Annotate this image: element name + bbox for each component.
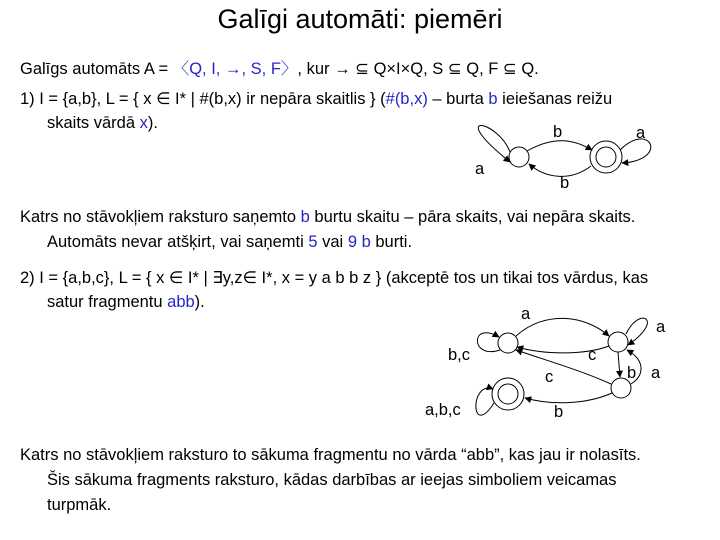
- state-odd-outer: [590, 141, 622, 173]
- a1-label-loop-right: a: [636, 124, 646, 142]
- a2-loop-start: [477, 333, 500, 352]
- note2-number-9: 9: [347, 233, 357, 251]
- a1-label-top: b: [553, 123, 563, 141]
- example1-text-end: ieiešanas reižu: [497, 90, 613, 108]
- example2-fragment-abb: abb: [167, 293, 195, 311]
- a2-label-b-right: b: [627, 364, 637, 382]
- note1-letter-b: b: [300, 208, 310, 226]
- a1-loop-right: [620, 139, 651, 163]
- state-abb-outer: [492, 378, 524, 410]
- a1-label-loop-left: a: [475, 160, 485, 178]
- example1-letter-b: b: [488, 90, 498, 108]
- note2-letter-b: b: [361, 233, 371, 251]
- a1-label-bottom: b: [560, 174, 570, 192]
- a2-label-mid-c: c: [588, 346, 597, 364]
- a2-label-top-right: a: [656, 318, 666, 336]
- note2-text-end: burti.: [370, 233, 413, 251]
- a1-loop-left: [478, 126, 510, 163]
- a2-label-bottom-b: b: [554, 403, 564, 421]
- automaton-1: [475, 123, 651, 192]
- state-abb-inner: [498, 384, 518, 404]
- note2-or: vai: [317, 233, 348, 251]
- example2-note-line3: turpmāk.: [47, 496, 112, 514]
- note2-number-5: 5: [308, 233, 318, 251]
- example1-count-notation: #(b,x): [385, 90, 428, 108]
- a1-edge-top: [527, 141, 592, 151]
- a2-label-a-right: a: [651, 364, 661, 382]
- a2-edge-ab-to-start: [516, 350, 611, 384]
- example1-text: – burta: [427, 90, 489, 108]
- state-odd-inner: [596, 147, 616, 167]
- state-start: [498, 333, 518, 353]
- note1-text-end: burtu skaitu – pāra skaits, vai nepāra skaits.: [309, 208, 636, 226]
- a2-label-c-back: c: [545, 368, 554, 386]
- a2-loop-a: [626, 318, 647, 345]
- example2-language-def: 2) I = {a,b,c}, L = { x ∈ I* | ∃y,z∈ I*, x = y a b b z } (akceptē tos un tikai tos vārdus, kas: [20, 269, 649, 287]
- definition-tuple: 〈Q, I, →, S, F〉: [172, 60, 298, 78]
- example1-word-x: x: [139, 114, 148, 132]
- state-even: [509, 147, 529, 167]
- automaton-2: [425, 305, 666, 421]
- note2-text: Automāts nevar atšķirt, vai saņemti: [47, 233, 309, 251]
- example2-note-line1: Katrs no stāvokļiem raksturo to sākuma fragmentu no vārda “abb”, kas jau ir nolasīts.: [20, 446, 641, 464]
- a2-loop-abb: [476, 388, 494, 415]
- a2-label-bottom-loop: a,b,c: [425, 401, 461, 419]
- note1-text: Katrs no stāvokļiem raksturo saņemto: [20, 208, 301, 226]
- state-a: [608, 332, 628, 352]
- a2-edge-a-to-ab: [618, 352, 620, 377]
- definition-prefix: Galīgs automāts A =: [20, 60, 173, 78]
- example2-note-line2: Šis sākuma fragments raksturo, kādas darbības ar ieejas simboliem veicamas: [47, 471, 617, 489]
- a2-label-top-left: a: [521, 305, 531, 323]
- a2-label-left-loop: b,c: [448, 346, 471, 364]
- example2-line2-end: ).: [194, 293, 205, 311]
- definition-rest: , kur → ⊆ Q×I×Q, S ⊆ Q, F ⊆ Q.: [297, 60, 539, 78]
- example1-language-def: 1) I = {a,b}, L = { x ∈ I* | #(b,x) ir nepāra skaitlis } (: [20, 90, 386, 108]
- example1-line2-end: ).: [147, 114, 158, 132]
- a2-edge-ab-to-abb: [525, 393, 612, 403]
- example2-line2-text: satur fragmentu: [47, 293, 168, 311]
- example1-line2-text: skaits vārdā: [47, 114, 140, 132]
- page-title: Galīgi automāti: piemēri: [217, 4, 503, 34]
